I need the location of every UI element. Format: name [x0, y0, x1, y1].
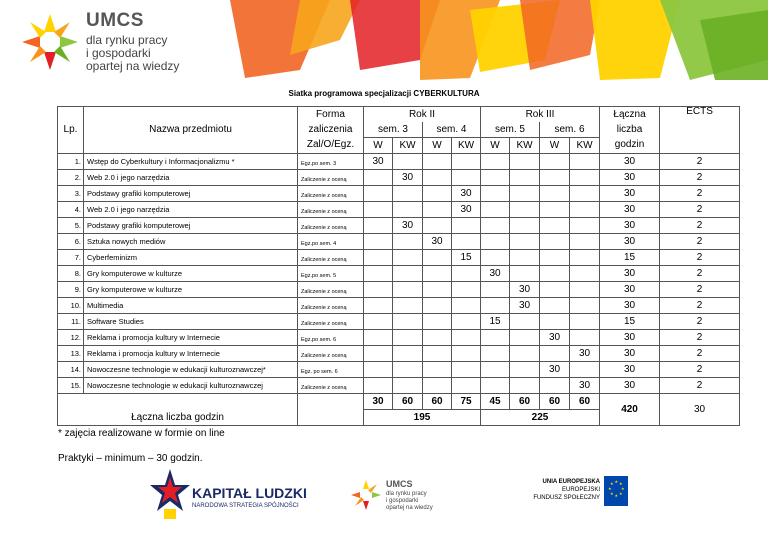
- summary-form-spacer: [298, 394, 364, 426]
- hours-s3w: [364, 170, 393, 186]
- online-footnote: * zajęcia realizowane w formie on line: [58, 428, 225, 439]
- sem4-kw-header: KW: [452, 138, 481, 154]
- document-title: Siatka programowa specjalizacji CYBERKULTURA: [288, 89, 480, 98]
- course-form: Egz.po sem. 3: [298, 154, 364, 170]
- hours-s6kw: 30: [570, 346, 600, 362]
- hours-s6w: [540, 298, 570, 314]
- umcs-footer-line-3: opartej na wiedzy: [386, 505, 433, 511]
- hours-header-1: Łączna: [600, 107, 660, 123]
- hours-s4w: [423, 186, 452, 202]
- umcs-footer-title: UMCS: [386, 479, 413, 489]
- hours-s5w: [481, 346, 510, 362]
- hours-s6w: 30: [540, 362, 570, 378]
- umcs-star-icon: [20, 12, 80, 72]
- hours-s3kw: [393, 314, 423, 330]
- course-total-hours: 30: [600, 186, 660, 202]
- hours-s3w: [364, 298, 393, 314]
- hours-s6w: [540, 346, 570, 362]
- hours-s4kw: [452, 314, 481, 330]
- hours-s4kw: [452, 170, 481, 186]
- course-total-hours: 30: [600, 154, 660, 170]
- rok2-total: 195: [364, 410, 481, 426]
- table-row: [58, 170, 740, 186]
- table-row: [58, 266, 740, 282]
- hours-s5w: [481, 330, 510, 346]
- course-total-hours: 30: [600, 330, 660, 346]
- course-ects: 2: [660, 282, 740, 298]
- course-total-hours: 30: [600, 218, 660, 234]
- course-form: Zaliczenie z oceną: [298, 218, 364, 234]
- hours-s4w: [423, 298, 452, 314]
- hours-s5kw: [510, 234, 540, 250]
- hours-s5w: 15: [481, 314, 510, 330]
- course-total-hours: 30: [600, 298, 660, 314]
- course-ects: 2: [660, 202, 740, 218]
- umcs-logo-title: UMCS: [86, 10, 144, 31]
- summary-s6w: 60: [540, 394, 570, 410]
- hours-s6w: [540, 154, 570, 170]
- svg-text:★: ★: [608, 486, 612, 491]
- table-row: [58, 186, 740, 202]
- hours-s6kw: [570, 154, 600, 170]
- hours-s6w: [540, 202, 570, 218]
- hours-s3w: [364, 362, 393, 378]
- course-total-hours: 30: [600, 234, 660, 250]
- course-form: Zaliczenie z oceną: [298, 250, 364, 266]
- row-number: 4.: [58, 202, 84, 218]
- hours-s4kw: [452, 330, 481, 346]
- hours-s4kw: 15: [452, 250, 481, 266]
- course-form: Zaliczenie z oceną: [298, 298, 364, 314]
- hours-s4kw: [452, 346, 481, 362]
- hours-s3kw: [393, 362, 423, 378]
- course-form: Egz.po sem. 6: [298, 330, 364, 346]
- hours-s4w: [423, 250, 452, 266]
- hours-s6kw: [570, 170, 600, 186]
- course-ects: 2: [660, 186, 740, 202]
- course-form: Zaliczenie z oceną: [298, 314, 364, 330]
- svg-text:★: ★: [610, 481, 614, 486]
- hours-s6w: [540, 266, 570, 282]
- kl-title: KAPITAŁ LUDZKI: [192, 485, 307, 501]
- row-number: 3.: [58, 186, 84, 202]
- kapital-ludzki-logo: [150, 465, 310, 535]
- course-total-hours: 15: [600, 314, 660, 330]
- hours-s3w: [364, 202, 393, 218]
- hours-s3kw: [393, 282, 423, 298]
- eu-line-2: EUROPEJSKI: [561, 487, 600, 493]
- course-total-hours: 30: [600, 346, 660, 362]
- rok3-total: 225: [481, 410, 600, 426]
- hours-s3w: [364, 378, 393, 394]
- course-name: Reklama i promocja kultury w Internecie: [84, 330, 298, 346]
- hours-s5kw: [510, 362, 540, 378]
- course-rows: [58, 154, 740, 394]
- hours-s5kw: [510, 314, 540, 330]
- summary-s5kw: 60: [510, 394, 540, 410]
- course-total-hours: 15: [600, 250, 660, 266]
- row-number: 14.: [58, 362, 84, 378]
- hours-s3kw: [393, 330, 423, 346]
- hours-s6w: 30: [540, 330, 570, 346]
- row-number: 1.: [58, 154, 84, 170]
- row-number: 10.: [58, 298, 84, 314]
- hours-s3kw: 30: [393, 170, 423, 186]
- hours-s3w: [364, 346, 393, 362]
- form-header-1: Forma: [298, 107, 364, 123]
- hours-s6kw: [570, 202, 600, 218]
- course-form: Egz.po sem. 5: [298, 266, 364, 282]
- hours-s4w: [423, 170, 452, 186]
- hours-s5w: [481, 154, 510, 170]
- course-ects: 2: [660, 298, 740, 314]
- course-ects: 2: [660, 218, 740, 234]
- practice-note: Praktyki – minimum – 30 godzin.: [58, 453, 203, 464]
- course-name: Wstęp do Cyberkultury i Informacjonalizmu *: [84, 154, 298, 170]
- hours-s5kw: [510, 154, 540, 170]
- eu-line-3: FUNDUSZ SPOŁECZNY: [533, 495, 600, 501]
- course-ects: 2: [660, 346, 740, 362]
- hours-s4w: [423, 378, 452, 394]
- table-row: [58, 154, 740, 170]
- table-row: [58, 298, 740, 314]
- course-form: Zaliczenie z oceną: [298, 202, 364, 218]
- course-total-hours: 30: [600, 362, 660, 378]
- hours-s5kw: [510, 250, 540, 266]
- course-form: Egz.po sem. 4: [298, 234, 364, 250]
- umcs-footer-star-icon: [350, 479, 382, 511]
- svg-text:★: ★: [610, 491, 614, 496]
- hours-s4kw: [452, 362, 481, 378]
- hours-s4kw: 30: [452, 202, 481, 218]
- form-header-2: zaliczenia: [298, 122, 364, 138]
- hours-s4w: [423, 218, 452, 234]
- hours-s3w: [364, 266, 393, 282]
- form-header-3: Zal/O/Egz.: [298, 138, 364, 154]
- hours-s5kw: 30: [510, 298, 540, 314]
- hours-s4kw: 30: [452, 186, 481, 202]
- hours-s3w: [364, 234, 393, 250]
- hours-s6kw: [570, 234, 600, 250]
- course-name: Web 2.0 i jego narzędzia: [84, 170, 298, 186]
- table-row: [58, 378, 740, 394]
- sem3-kw-header: KW: [393, 138, 423, 154]
- umcs-footer-line-2: i gospodarki: [386, 498, 419, 504]
- hours-s5kw: [510, 346, 540, 362]
- sem4-w-header: W: [423, 138, 452, 154]
- sem5-w-header: W: [481, 138, 510, 154]
- summary-total-hours: 420: [600, 394, 660, 426]
- course-total-hours: 30: [600, 170, 660, 186]
- course-name: Cyberfeminizm: [84, 250, 298, 266]
- course-name: Nowoczesne technologie w edukacji kulturoznawczej: [84, 378, 298, 394]
- table-row: [58, 362, 740, 378]
- umcs-logo: [16, 8, 216, 78]
- hours-s5w: [481, 202, 510, 218]
- svg-text:★: ★: [619, 481, 623, 486]
- sem6-kw-header: KW: [570, 138, 600, 154]
- hours-s4kw: [452, 218, 481, 234]
- table-row: [58, 346, 740, 362]
- umcs-footer-line-1: dla rynku pracy: [386, 491, 427, 497]
- hours-s6kw: [570, 298, 600, 314]
- course-ects: 2: [660, 330, 740, 346]
- hours-s5w: [481, 186, 510, 202]
- hours-s5kw: [510, 378, 540, 394]
- rok3-header: Rok III: [481, 107, 600, 123]
- hours-s6kw: [570, 314, 600, 330]
- hours-s3kw: [393, 250, 423, 266]
- hours-s6kw: [570, 218, 600, 234]
- table-row: [58, 250, 740, 266]
- svg-text:★: ★: [619, 491, 623, 496]
- hours-s6kw: [570, 186, 600, 202]
- hours-s4w: [423, 154, 452, 170]
- row-number: 7.: [58, 250, 84, 266]
- course-ects: 2: [660, 314, 740, 330]
- hours-s3w: [364, 282, 393, 298]
- hours-s5w: [481, 298, 510, 314]
- svg-text:★: ★: [614, 479, 619, 484]
- hours-s6w: [540, 314, 570, 330]
- summary-s3kw: 60: [393, 394, 423, 410]
- summary-s4w: 60: [423, 394, 452, 410]
- eu-text: [500, 478, 600, 502]
- hours-s4kw: [452, 378, 481, 394]
- table-row: [58, 234, 740, 250]
- summary-s5w: 45: [481, 394, 510, 410]
- hours-s4kw: [452, 234, 481, 250]
- hours-s3w: [364, 314, 393, 330]
- course-form: Zaliczenie z oceną: [298, 378, 364, 394]
- hours-s3kw: [393, 234, 423, 250]
- course-ects: 2: [660, 170, 740, 186]
- hours-s5w: [481, 362, 510, 378]
- hours-s4w: [423, 346, 452, 362]
- summary-s3w: 30: [364, 394, 393, 410]
- kl-star-icon: [150, 469, 190, 519]
- hours-s6kw: [570, 266, 600, 282]
- hours-s3w: [364, 186, 393, 202]
- row-number: 11.: [58, 314, 84, 330]
- course-ects: 2: [660, 362, 740, 378]
- course-name: Nowoczesne technologie w edukacji kulturoznawczej*: [84, 362, 298, 378]
- hours-s3kw: [393, 266, 423, 282]
- hours-s4w: [423, 314, 452, 330]
- eu-logo: [500, 476, 630, 526]
- course-form: Zaliczenie z oceną: [298, 186, 364, 202]
- hours-s4kw: [452, 282, 481, 298]
- sem6-header: sem. 6: [540, 122, 600, 138]
- hours-s3kw: [393, 298, 423, 314]
- hours-s5kw: [510, 186, 540, 202]
- hours-s6w: [540, 282, 570, 298]
- svg-text:★: ★: [614, 493, 619, 498]
- hours-s5w: [481, 282, 510, 298]
- row-number: 12.: [58, 330, 84, 346]
- hours-s6kw: 30: [570, 378, 600, 394]
- row-number: 13.: [58, 346, 84, 362]
- hours-s3kw: [393, 346, 423, 362]
- summary-row-1: [58, 394, 740, 410]
- hours-s5w: 30: [481, 266, 510, 282]
- course-ects: 2: [660, 378, 740, 394]
- header-row-1: [58, 107, 740, 123]
- eu-line-1: UNIA EUROPEJSKA: [542, 479, 600, 485]
- rok2-header: Rok II: [364, 107, 481, 123]
- row-number: 15.: [58, 378, 84, 394]
- ects-header-spacer: [660, 138, 740, 154]
- hours-s5kw: 30: [510, 282, 540, 298]
- course-name: Gry komputerowe w kulturze: [84, 266, 298, 282]
- umcs-logo-footer: [350, 475, 470, 525]
- curriculum-table: [57, 106, 740, 426]
- row-number: 2.: [58, 170, 84, 186]
- course-ects: 2: [660, 234, 740, 250]
- course-total-hours: 30: [600, 378, 660, 394]
- hours-s6w: [540, 186, 570, 202]
- course-ects: 2: [660, 250, 740, 266]
- hours-s3kw: [393, 378, 423, 394]
- course-form: Zaliczenie z oceną: [298, 282, 364, 298]
- hours-s5kw: [510, 330, 540, 346]
- hours-s5w: [481, 250, 510, 266]
- course-total-hours: 30: [600, 282, 660, 298]
- course-name: Multimedia: [84, 298, 298, 314]
- sem3-w-header: W: [364, 138, 393, 154]
- course-name: Podstawy grafiki komputerowej: [84, 186, 298, 202]
- hours-s4w: [423, 202, 452, 218]
- course-form: Egz. po sem. 6: [298, 362, 364, 378]
- summary-label: Łączna liczba godzin: [58, 394, 298, 426]
- hours-s5w: [481, 378, 510, 394]
- hours-s3kw: [393, 202, 423, 218]
- hours-s4w: [423, 362, 452, 378]
- hours-s3w: 30: [364, 154, 393, 170]
- table-row: [58, 218, 740, 234]
- hours-s6w: [540, 218, 570, 234]
- hours-s4kw: [452, 266, 481, 282]
- course-ects: 2: [660, 266, 740, 282]
- course-name: Software Studies: [84, 314, 298, 330]
- sem4-header: sem. 4: [423, 122, 481, 138]
- hours-s5kw: [510, 266, 540, 282]
- hours-s6kw: [570, 282, 600, 298]
- course-name: Podstawy grafiki komputerowej: [84, 218, 298, 234]
- hours-s5w: [481, 218, 510, 234]
- header-banner: [0, 0, 768, 80]
- summary-ects: 30: [660, 394, 740, 426]
- hours-s4w: [423, 330, 452, 346]
- course-name: Reklama i promocja kultury w Internecie: [84, 346, 298, 362]
- hours-s3kw: 30: [393, 218, 423, 234]
- hours-s4w: [423, 282, 452, 298]
- course-form: Zaliczenie z oceną: [298, 346, 364, 362]
- hours-s5w: [481, 170, 510, 186]
- hours-header-3: godzin: [600, 138, 660, 154]
- hours-s3kw: [393, 186, 423, 202]
- sem5-header: sem. 5: [481, 122, 540, 138]
- svg-text:★: ★: [621, 486, 625, 491]
- table-row: [58, 202, 740, 218]
- hours-s6w: [540, 234, 570, 250]
- eu-flag-icon: [604, 476, 628, 506]
- course-name: Sztuka nowych mediów: [84, 234, 298, 250]
- hours-s4kw: [452, 154, 481, 170]
- course-total-hours: 30: [600, 202, 660, 218]
- sem6-w-header: W: [540, 138, 570, 154]
- table-row: [58, 330, 740, 346]
- hours-s6kw: [570, 250, 600, 266]
- lp-header: Lp.: [58, 107, 84, 154]
- hours-s4w: 30: [423, 234, 452, 250]
- course-name: Web 2.0 i jego narzędzia: [84, 202, 298, 218]
- summary-s4kw: 75: [452, 394, 481, 410]
- row-number: 9.: [58, 282, 84, 298]
- ects-header: ECTS: [660, 107, 740, 138]
- row-number: 6.: [58, 234, 84, 250]
- table-row: [58, 282, 740, 298]
- row-number: 8.: [58, 266, 84, 282]
- hours-s6w: [540, 250, 570, 266]
- row-number: 5.: [58, 218, 84, 234]
- course-form: Zaliczenie z oceną: [298, 170, 364, 186]
- hours-s3w: [364, 330, 393, 346]
- hours-s3kw: [393, 154, 423, 170]
- sem3-header: sem. 3: [364, 122, 423, 138]
- hours-s3w: [364, 250, 393, 266]
- hours-s3w: [364, 218, 393, 234]
- umcs-logo-line-1: dla rynku pracy: [86, 33, 168, 47]
- umcs-logo-line-3: opartej na wiedzy: [86, 59, 180, 73]
- umcs-logo-line-2: i gospodarki: [86, 46, 151, 60]
- hours-s6w: [540, 170, 570, 186]
- course-total-hours: 30: [600, 266, 660, 282]
- hours-s4kw: [452, 298, 481, 314]
- sem5-kw-header: KW: [510, 138, 540, 154]
- name-header: Nazwa przedmiotu: [84, 107, 298, 154]
- hours-s6kw: [570, 362, 600, 378]
- hours-s5kw: [510, 170, 540, 186]
- hours-s5kw: [510, 218, 540, 234]
- course-name: Gry komputerowe w kulturze: [84, 282, 298, 298]
- hours-s6w: [540, 378, 570, 394]
- course-ects: 2: [660, 154, 740, 170]
- hours-s5w: [481, 234, 510, 250]
- hours-s6kw: [570, 330, 600, 346]
- hours-s5kw: [510, 202, 540, 218]
- hours-s4w: [423, 266, 452, 282]
- hours-header-2: liczba: [600, 122, 660, 138]
- summary-s6kw: 60: [570, 394, 600, 410]
- table-row: [58, 314, 740, 330]
- kl-subtitle: NARODOWA STRATEGIA SPÓJNOŚCI: [192, 503, 299, 509]
